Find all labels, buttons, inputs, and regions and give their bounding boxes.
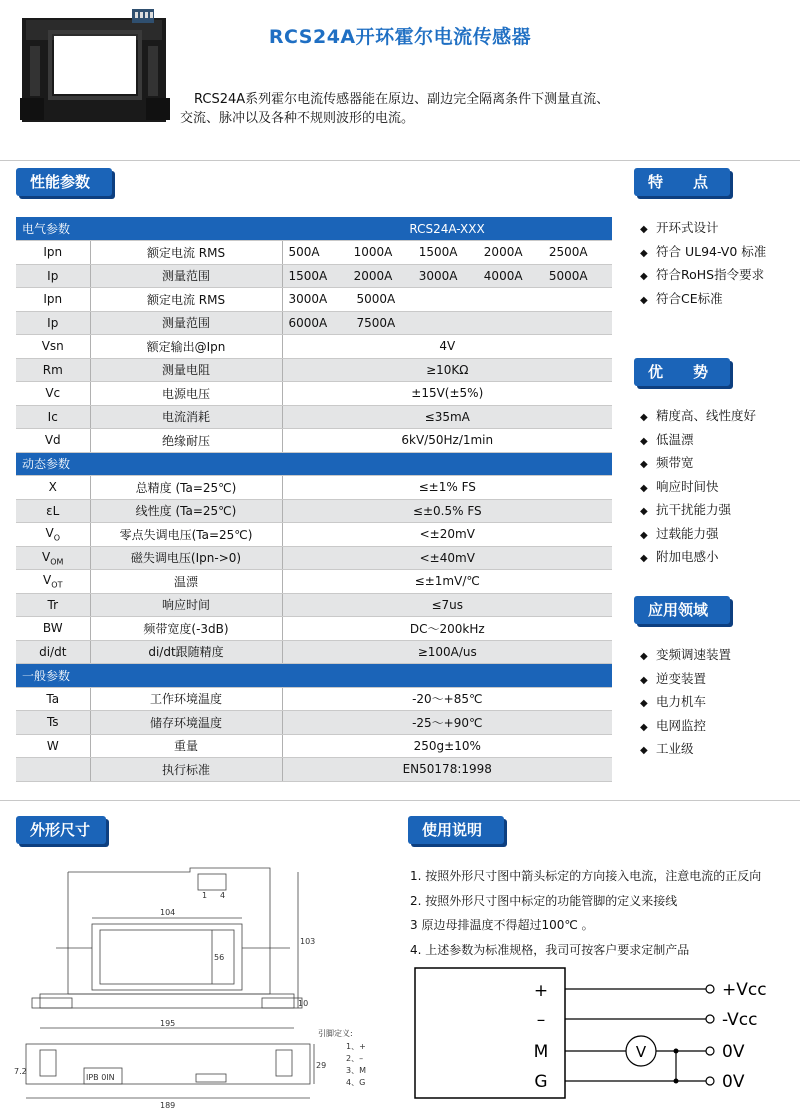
band-label: 动态参数 — [16, 452, 612, 476]
param-value: ≤7us — [282, 593, 612, 617]
param-symbol: $V_O$ — [16, 523, 90, 547]
param-name: 温漂 — [90, 570, 282, 594]
pin-label: + — [533, 981, 549, 1001]
param-value: DC～200kHz — [282, 617, 612, 641]
dim-label: 29 — [316, 1061, 327, 1070]
diamond-bullet-icon: ◆ — [640, 506, 648, 517]
param-value: 1500A — [418, 245, 458, 260]
band-label: 电气参数 — [16, 217, 282, 241]
table-row — [16, 687, 612, 711]
list-item: ◆ 响应时间快 — [640, 475, 756, 499]
param-name: 额定输出@Ipn — [90, 335, 282, 359]
param-value: 500A — [288, 245, 320, 260]
param-value: 1500A — [288, 268, 328, 283]
diamond-bullet-icon: ◆ — [640, 721, 648, 733]
list-item: 1. 按照外形尺寸图中箭头标定的方向接入电流，注意电流的正反向 — [410, 869, 762, 883]
param-value: 2000A — [353, 268, 393, 283]
list-item: ◆ 变频调速装置 — [640, 643, 731, 667]
list-item: ◆ 电力机车 — [640, 690, 731, 714]
applications-list — [640, 643, 731, 761]
pin-def: 3、M — [346, 1066, 366, 1075]
param-name: 测量范围 — [90, 264, 282, 288]
param-value: 5000A — [548, 268, 588, 283]
table-row — [16, 570, 612, 594]
section-performance: 性能参数 — [16, 168, 112, 196]
param-value: -25～+90℃ — [282, 711, 612, 735]
param-value: 7500A — [356, 315, 396, 330]
intro-text: RCS24A系列霍尔电流传感器能在原边、副边完全隔离条件下测量直流、交流、脉冲以及各种不规则波形的电流。 — [180, 92, 610, 126]
param-value: 2000A — [483, 245, 523, 260]
param-name: 测量电阻 — [90, 358, 282, 382]
usage-list — [410, 864, 761, 962]
diamond-bullet-icon: ◆ — [640, 698, 648, 709]
param-symbol: X — [16, 476, 90, 500]
param-value: ≤±0.5% FS — [282, 499, 612, 523]
param-name: 额定电流 RMS — [90, 241, 282, 265]
param-value: ≤35mA — [282, 405, 612, 429]
param-name: 储存环境温度 — [90, 711, 282, 735]
param-name: 工作环境温度 — [90, 687, 282, 711]
table-row — [16, 311, 612, 335]
list-item: ◆ 电网监控 — [640, 714, 731, 738]
meter-label: V — [635, 1043, 647, 1061]
list-item: ◆ 工业级 — [640, 737, 731, 761]
table-row — [16, 640, 612, 664]
list-item: ◆ 抗干扰能力强 — [640, 498, 756, 522]
param-symbol — [16, 758, 90, 782]
table-row — [16, 546, 612, 570]
diamond-bullet-icon: ◆ — [640, 482, 648, 494]
table-row — [16, 758, 612, 782]
param-value: 6000A — [288, 315, 328, 330]
param-value: 4V — [282, 335, 612, 359]
dim-label: 56 — [214, 953, 225, 962]
output-label: +Vcc — [722, 980, 767, 1000]
param-value: <±20mV — [282, 523, 612, 547]
param-value: 6kV/50Hz/1min — [282, 429, 612, 453]
param-symbol: Ipn — [16, 241, 90, 265]
band-electrical — [16, 217, 612, 241]
param-symbol: W — [16, 734, 90, 758]
param-symbol: Ic — [16, 405, 90, 429]
section-advantages: 优 势 — [634, 358, 730, 386]
table-row — [16, 711, 612, 735]
param-name: 执行标准 — [90, 758, 282, 782]
pin-label: G — [534, 1072, 548, 1092]
output-label: 0V — [722, 1042, 745, 1062]
diamond-bullet-icon: ◆ — [640, 294, 648, 306]
param-value: -20～+85℃ — [282, 687, 612, 711]
param-value: 4000A — [483, 268, 523, 283]
param-values — [283, 316, 613, 330]
list-item: ◆ 符合CE标准 — [640, 287, 766, 311]
param-name: 总精度 (Ta=25℃) — [90, 476, 282, 500]
list-item: ◆ 低温漂 — [640, 428, 756, 452]
features-list — [640, 216, 766, 310]
diamond-bullet-icon: ◆ — [640, 435, 648, 447]
table-row — [16, 358, 612, 382]
model-label: RCS24A-XXX — [282, 217, 612, 241]
param-value: 3000A — [288, 292, 328, 307]
table-row — [16, 499, 612, 523]
param-values — [283, 292, 613, 306]
diamond-bullet-icon: ◆ — [640, 224, 648, 235]
table-row — [16, 264, 612, 288]
section-dimensions: 外形尺寸 — [16, 816, 106, 844]
param-value: <±40mV — [282, 546, 612, 570]
table-row — [16, 335, 612, 359]
list-item: ◆ 符合RoHS指令要求 — [640, 263, 766, 287]
param-symbol: Ip — [16, 311, 90, 335]
param-symbol: Vsn — [16, 335, 90, 359]
param-value: 3000A — [418, 268, 458, 283]
pin-number: 1 — [202, 891, 208, 900]
section-applications: 应用领域 — [634, 596, 730, 624]
table-row — [16, 734, 612, 758]
dim-label: 7.2 — [14, 1067, 27, 1076]
diamond-bullet-icon: ◆ — [640, 459, 648, 470]
param-name: 零点失调电压(Ta=25℃) — [90, 523, 282, 547]
divider — [0, 800, 800, 801]
param-name: 磁失调电压(Ipn->0) — [90, 546, 282, 570]
dim-label: 10 — [298, 999, 309, 1008]
param-value: ≤±1mV/℃ — [282, 570, 612, 594]
pin-number: 4 — [220, 891, 226, 900]
output-label: 0V — [722, 1072, 745, 1092]
diamond-bullet-icon: ◆ — [640, 674, 648, 686]
param-symbol: Ts — [16, 711, 90, 735]
diamond-bullet-icon: ◆ — [640, 745, 648, 756]
param-symbol: $V_{OT}$ — [16, 570, 90, 594]
table-row — [16, 429, 612, 453]
spec-table — [16, 217, 612, 782]
dim-label: 189 — [160, 1101, 176, 1110]
band-dynamic — [16, 452, 612, 476]
band-general — [16, 664, 612, 688]
product-photo — [20, 6, 170, 124]
param-symbol: BW — [16, 617, 90, 641]
divider — [0, 160, 800, 161]
diamond-bullet-icon: ◆ — [640, 247, 648, 259]
param-name: 测量范围 — [90, 311, 282, 335]
param-value: EN50178:1998 — [282, 758, 612, 782]
param-symbol: $V_{OM}$ — [16, 546, 90, 570]
list-item: ◆ 频带宽 — [640, 451, 756, 475]
param-symbol: εL — [16, 499, 90, 523]
pin-label: – — [536, 1010, 546, 1030]
table-row — [16, 382, 612, 406]
table-row — [16, 593, 612, 617]
pin-def-title: 引脚定义: — [318, 1029, 353, 1038]
list-item: 3 原边母排温度不得超过100℃ 。 — [410, 918, 594, 932]
diamond-bullet-icon: ◆ — [640, 651, 648, 662]
section-features: 特 点 — [634, 168, 730, 196]
param-value: ≥100A/us — [282, 640, 612, 664]
table-row — [16, 617, 612, 641]
output-label: -Vcc — [722, 1010, 758, 1030]
param-name: 额定电流 RMS — [90, 288, 282, 312]
param-name: 电源电压 — [90, 382, 282, 406]
wiring-diagram — [400, 962, 800, 1102]
diamond-bullet-icon: ◆ — [640, 529, 648, 541]
diamond-bullet-icon: ◆ — [640, 271, 648, 282]
param-value: ≥10KΩ — [282, 358, 612, 382]
param-value: 250g±10% — [282, 734, 612, 758]
pin-def: 1、+ — [346, 1042, 366, 1051]
param-name: 绝缘耐压 — [90, 429, 282, 453]
list-item: ◆ 符合 UL94-V0 标准 — [640, 240, 766, 264]
param-name: di/dt跟随精度 — [90, 640, 282, 664]
param-values — [283, 245, 613, 259]
param-name: 线性度 (Ta=25℃) — [90, 499, 282, 523]
param-value: 2500A — [548, 245, 588, 260]
pin-def: 4、G — [346, 1078, 366, 1087]
page-title: RCS24A开环霍尔电流传感器 — [268, 26, 532, 48]
param-values — [283, 269, 613, 283]
param-value: ±15V(±5%) — [282, 382, 612, 406]
param-symbol: Ipn — [16, 288, 90, 312]
dim-label: 103 — [300, 937, 316, 946]
param-symbol: di/dt — [16, 640, 90, 664]
list-item: ◆ 附加电感小 — [640, 545, 756, 569]
list-item: 2. 按照外形尺寸图中标定的功能管脚的定义来接线 — [410, 893, 678, 908]
pin-def: 2、– — [346, 1054, 364, 1063]
list-item: ◆ 逆变装置 — [640, 667, 731, 691]
param-name: 响应时间 — [90, 593, 282, 617]
table-row — [16, 241, 612, 265]
param-value: 5000A — [356, 292, 396, 307]
param-symbol: Rm — [16, 358, 90, 382]
list-item: ◆ 开环式设计 — [640, 216, 766, 240]
param-symbol: Ip — [16, 264, 90, 288]
dim-label: 195 — [160, 1019, 176, 1028]
dim-label: 104 — [160, 908, 176, 917]
table-row — [16, 288, 612, 312]
param-symbol: Vd — [16, 429, 90, 453]
param-symbol: Ta — [16, 687, 90, 711]
param-name: 频带宽度(-3dB) — [90, 617, 282, 641]
table-row — [16, 405, 612, 429]
section-usage: 使用说明 — [408, 816, 504, 844]
diamond-bullet-icon: ◆ — [640, 553, 648, 564]
advantages-list — [640, 404, 756, 569]
pin-label: M — [533, 1042, 549, 1062]
dimension-drawing — [0, 848, 400, 1120]
diamond-bullet-icon: ◆ — [640, 412, 648, 423]
param-value: ≤±1% FS — [282, 476, 612, 500]
param-name: 重量 — [90, 734, 282, 758]
band-label: 一般参数 — [16, 664, 612, 688]
param-name: 电流消耗 — [90, 405, 282, 429]
list-item: ◆ 过载能力强 — [640, 522, 756, 546]
list-item: 4. 上述参数为标准规格，我司可按客户要求定制产品 — [410, 942, 690, 957]
param-symbol: Vc — [16, 382, 90, 406]
side-label: IPB 0IN — [86, 1073, 115, 1082]
param-symbol: Tr — [16, 593, 90, 617]
param-value: 1000A — [353, 245, 393, 260]
table-row — [16, 476, 612, 500]
list-item: ◆ 精度高、线性度好 — [640, 404, 756, 428]
table-row — [16, 523, 612, 547]
